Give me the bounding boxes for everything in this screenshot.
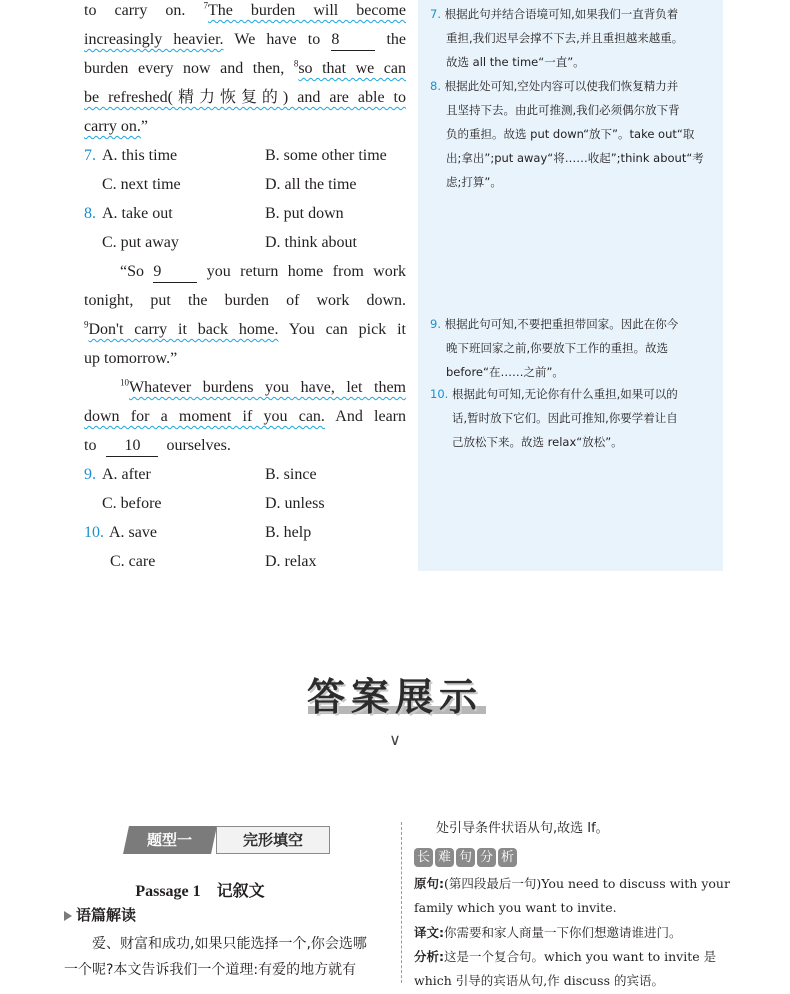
label: 分析: bbox=[414, 949, 444, 964]
type-tag bbox=[126, 826, 328, 854]
option-b[interactable]: B. some other time bbox=[265, 147, 387, 164]
badge-char: 长 bbox=[414, 848, 433, 867]
analysis-cont: which 引导的宾语从句,作 discuss 的宾语。 bbox=[414, 973, 664, 988]
option-b[interactable]: B. since bbox=[265, 466, 317, 483]
option-d[interactable]: D. think about bbox=[265, 234, 357, 251]
passage-line bbox=[84, 431, 406, 460]
note-number: 8. bbox=[430, 79, 441, 93]
option-d[interactable]: D. all the time bbox=[265, 176, 357, 193]
passage-line bbox=[84, 112, 406, 141]
blank-9[interactable]: 9 bbox=[153, 262, 197, 283]
note-7 bbox=[430, 2, 720, 74]
note-number: 7. bbox=[430, 7, 441, 21]
passage-line bbox=[84, 83, 406, 112]
note-line: 根据此句可知,无论你有什么重担,如果可以的 bbox=[451, 387, 678, 401]
summary-line: 爱、财富和成功,如果只能选择一个,你会选哪 bbox=[92, 936, 367, 952]
discourse-heading bbox=[64, 904, 136, 925]
original-sentence-cont: family which you want to invite. bbox=[414, 900, 617, 915]
blank-10[interactable]: 10 bbox=[106, 436, 158, 457]
key-sentence: carry on. bbox=[84, 118, 141, 135]
passage-line bbox=[84, 0, 406, 25]
type-tag-name: 完形填空 bbox=[216, 826, 330, 854]
passage-text: “So bbox=[120, 263, 144, 280]
badge-char: 难 bbox=[435, 848, 454, 867]
note-line: 根据此句并结合语境可知,如果我们一直背负着 bbox=[444, 7, 679, 21]
option-a[interactable]: A. take out bbox=[102, 205, 173, 222]
text: 这是一个复合句。which you want to invite 是 bbox=[444, 949, 717, 964]
type-tag-dark bbox=[123, 826, 217, 854]
passage-text: You can pick it bbox=[288, 321, 406, 338]
text: 你需要和家人商量一下你们想邀请谁进门。 bbox=[444, 925, 682, 940]
note-line: 且坚持下去。由此可推测,我们必须偶尔放下背 bbox=[446, 103, 680, 117]
badge-char: 析 bbox=[498, 848, 517, 867]
passage-text: ” bbox=[140, 118, 148, 135]
triangle-icon bbox=[64, 911, 72, 921]
note-10 bbox=[430, 382, 720, 454]
note-line: 故选 all the time“一直”。 bbox=[446, 55, 585, 69]
type-tag-label: 题型一 bbox=[147, 831, 193, 849]
note-line: 根据此处可知,空处内容可以使我们恢复精力并 bbox=[444, 79, 679, 93]
discourse-heading-label: 语篇解读 bbox=[76, 906, 137, 924]
text: (第四段最后一句)You need to discuss with your bbox=[444, 876, 730, 891]
key-sentence: The burden will become bbox=[207, 2, 406, 19]
badge-char: 句 bbox=[456, 848, 475, 867]
note-line: 重担,我们迟早会撑不下去,并且重担越来越重。 bbox=[446, 31, 684, 45]
passage-line bbox=[84, 25, 406, 54]
passage-text: the bbox=[386, 31, 407, 48]
passage-line bbox=[120, 373, 406, 402]
passage-text: you return home from work bbox=[206, 263, 407, 280]
label: 原句: bbox=[414, 876, 444, 891]
passage-text: ourselves. bbox=[166, 437, 231, 454]
section-title: 答案展示 bbox=[306, 675, 483, 719]
note-line: 根据此句可知,不要把重担带回家。因此在你今 bbox=[444, 317, 679, 331]
note-8 bbox=[430, 74, 720, 194]
badge-char: 分 bbox=[477, 848, 496, 867]
option-b[interactable]: B. help bbox=[265, 524, 312, 541]
passage-text: And learn bbox=[335, 408, 406, 425]
passage-line: up tomorrow.” bbox=[84, 350, 178, 367]
option-c[interactable]: C. before bbox=[102, 495, 162, 512]
option-d[interactable]: D. relax bbox=[265, 553, 317, 570]
translation bbox=[414, 921, 682, 946]
note-line: 虑;打算”。 bbox=[446, 175, 502, 189]
passage-line bbox=[120, 257, 406, 286]
passage-text: to bbox=[84, 437, 97, 454]
key-sentence: increasingly heavier. bbox=[84, 31, 224, 48]
key-sentence: Whatever burdens you have, let them bbox=[129, 379, 406, 396]
note-line: 话,暂时放下它们。因此可推知,你要学着让自 bbox=[452, 411, 678, 425]
passage-line bbox=[84, 54, 406, 83]
note-9 bbox=[430, 312, 720, 384]
long-sentence-analysis-badge bbox=[414, 846, 519, 868]
passage-text: to carry on. bbox=[84, 2, 186, 19]
question-number: 7. bbox=[84, 147, 96, 164]
passage-text: burden every now and then, bbox=[84, 60, 285, 77]
option-d[interactable]: D. unless bbox=[265, 495, 325, 512]
passage-line bbox=[84, 315, 406, 344]
key-sentence: Don't carry it back home. bbox=[88, 321, 279, 338]
option-c[interactable]: C. put away bbox=[102, 234, 179, 251]
passage-title: Passage 1 记叙文 bbox=[135, 883, 265, 900]
note-number: 9. bbox=[430, 317, 441, 331]
passage-text: We have to bbox=[234, 31, 321, 48]
question-number: 8. bbox=[84, 205, 96, 222]
explanation-panel bbox=[418, 0, 723, 571]
note-line: 晚下班回家之前,你要放下工作的重担。故选 bbox=[446, 341, 669, 355]
summary-line: 一个呢?本文告诉我们一个道理:有爱的地方就有 bbox=[64, 962, 357, 978]
note-line: 出;拿出”;put away“将……收起”;think about“考 bbox=[446, 151, 704, 165]
note-line: 负的重担。故选 put down“放下”。take out“取 bbox=[446, 127, 695, 141]
option-b[interactable]: B. put down bbox=[265, 205, 344, 222]
label: 译文: bbox=[414, 925, 444, 940]
analysis bbox=[414, 945, 716, 970]
note-line: before“在……之前”。 bbox=[446, 365, 564, 379]
option-a[interactable]: A. this time bbox=[102, 147, 178, 164]
original-sentence bbox=[414, 872, 730, 897]
option-c[interactable]: C. care bbox=[110, 553, 156, 570]
note-number: 10. bbox=[430, 387, 449, 401]
answer-text: 处引导条件状语从句,故选 If。 bbox=[436, 821, 609, 836]
question-number: 10. bbox=[84, 524, 104, 541]
sentence-number: 7 bbox=[203, 0, 208, 11]
note-line: 己放松下来。故选 relax“放松”。 bbox=[452, 435, 623, 449]
blank-8[interactable]: 8 bbox=[331, 30, 375, 51]
sentence-number: 8 bbox=[293, 58, 299, 69]
key-sentence: so that we can bbox=[298, 60, 406, 77]
option-a[interactable]: A. after bbox=[102, 466, 151, 483]
question-number: 9. bbox=[84, 466, 96, 483]
sentence-number: 10 bbox=[120, 377, 129, 388]
sentence-number: 9 bbox=[84, 319, 89, 330]
key-sentence: down for a moment if you can. bbox=[84, 408, 325, 425]
chevron-down-icon: ∨ bbox=[389, 730, 401, 749]
option-a[interactable]: A. save bbox=[109, 524, 157, 541]
column-divider bbox=[401, 822, 402, 983]
key-sentence: be refreshed(精力恢复的) and are able to bbox=[84, 89, 406, 106]
passage-line: tonight, put the burden of work down. bbox=[84, 292, 406, 309]
option-c[interactable]: C. next time bbox=[102, 176, 181, 193]
passage-line bbox=[84, 402, 406, 431]
